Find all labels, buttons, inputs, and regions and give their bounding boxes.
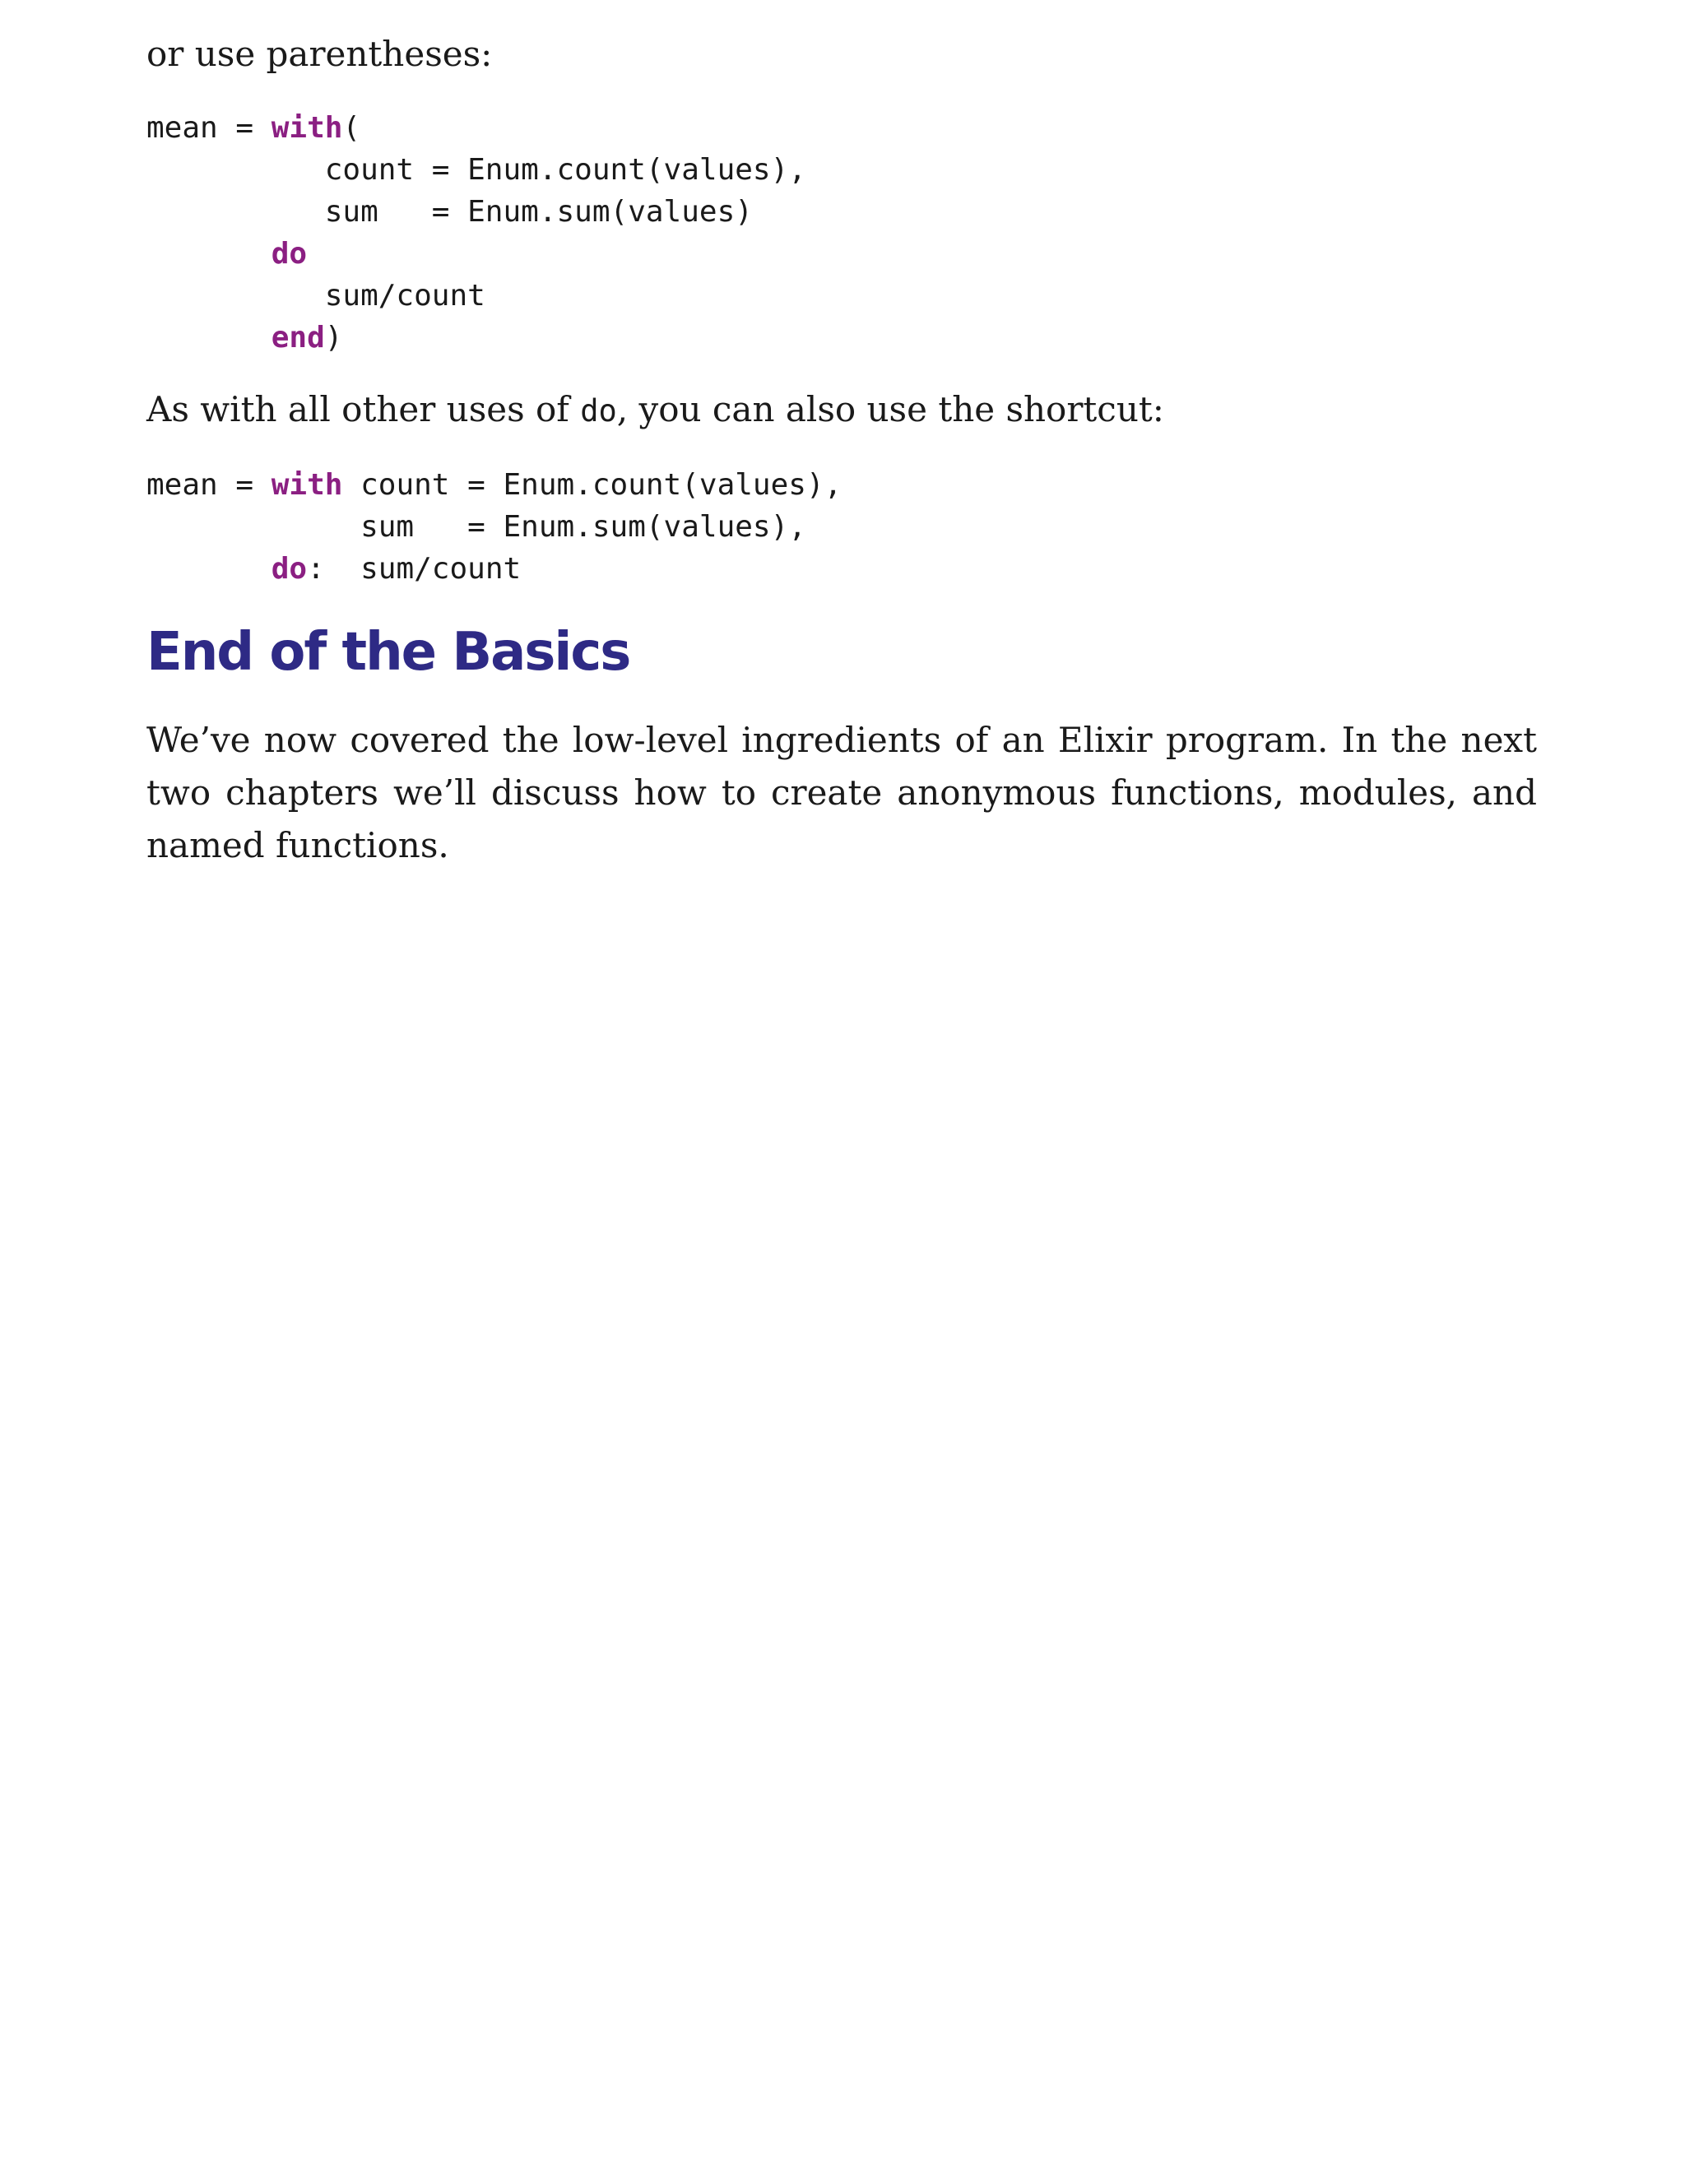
code-line: sum = Enum.sum(values), xyxy=(146,510,806,544)
inline-code: do xyxy=(580,393,617,429)
keyword-do: do xyxy=(271,237,308,271)
section-heading: End of the Basics xyxy=(146,622,630,683)
shortcut-paragraph: As with all other uses of do, you can also use the shortcut: xyxy=(146,389,1164,429)
code-line: sum/count xyxy=(146,279,485,313)
code-line: end) xyxy=(271,321,343,355)
code-line: mean = with( xyxy=(146,111,361,145)
code-line: mean = with count = Enum.count(values), xyxy=(146,468,842,502)
keyword-do: do xyxy=(271,552,308,586)
keyword-end: end xyxy=(271,321,325,355)
keyword-with: with xyxy=(271,468,343,502)
code-block-shortcut xyxy=(146,464,842,590)
code-block-parentheses xyxy=(146,107,806,359)
code-line: count = Enum.count(values), xyxy=(146,153,806,187)
code-line: sum = Enum.sum(values) xyxy=(146,195,753,229)
code-line xyxy=(146,237,307,271)
closing-paragraph: We’ve now covered the low-level ingredients of an Elixir program. In the next two chapters we’ll discuss how to create anonymous functions, modules, and named functions. xyxy=(146,720,1537,865)
intro-paragraph: or use parentheses: xyxy=(146,34,493,74)
keyword-with: with xyxy=(271,111,343,145)
code-line: do: sum/count xyxy=(271,552,522,586)
